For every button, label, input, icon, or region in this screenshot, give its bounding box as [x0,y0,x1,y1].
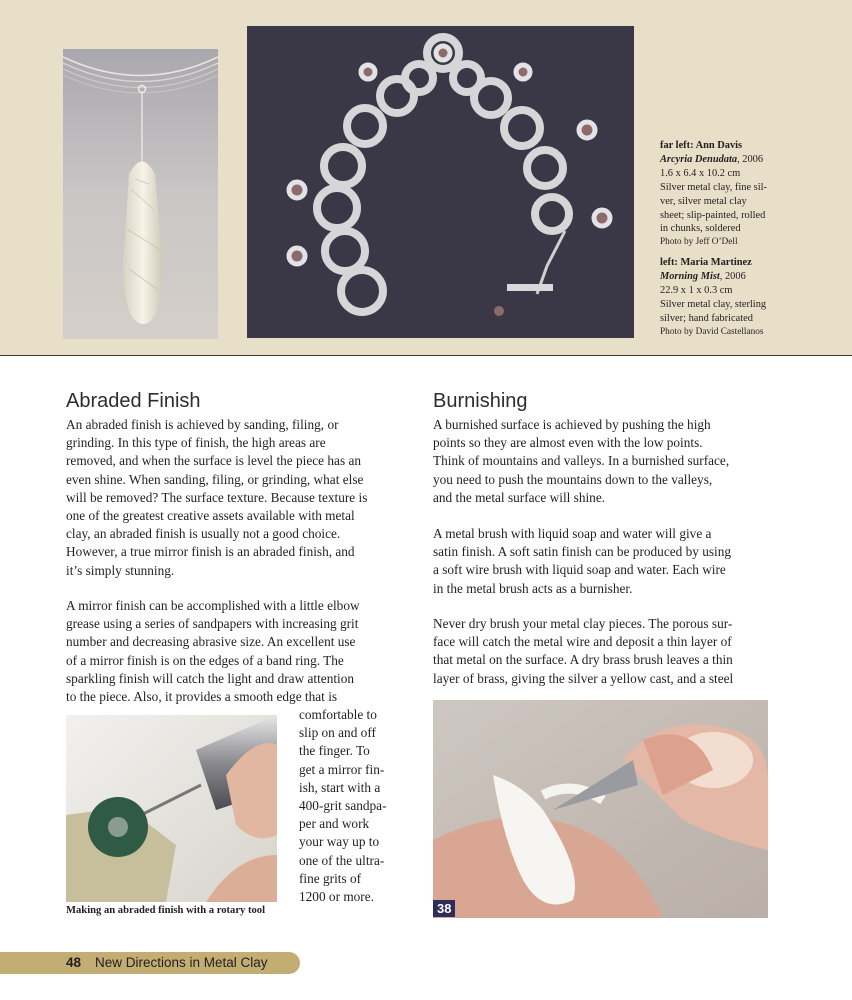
figure-number-badge: 38 [433,900,455,917]
caption-credit-1: Photo by Jeff O’Dell [660,237,738,248]
caption-artist-1: far left: Ann Davis [660,140,743,151]
caption-materials-1: sheet; slip-painted, rolled [660,209,766,221]
caption-credit-2: Photo by David Castellanos [660,326,764,337]
caption-materials-1: in chunks, soldered [660,223,741,235]
section-heading-burnishing: Burnishing [433,390,528,412]
caption-dims-1: 1.6 x 6.4 x 10.2 cm [660,167,741,179]
caption-materials-1: Silver metal clay, fine sil- [660,181,767,193]
bracelet-photo [247,26,634,338]
caption-title-2: Morning Mist, 2006 [660,271,746,283]
running-footer-title: New Directions in Metal Clay [95,955,268,970]
pendant-photo [63,49,218,339]
abraded-paragraph-2: A mirror finish can be accomplished with a little elbow grease using a series of sandpapers with increasing grit number and decreasing abrasive size. An excellent use of a mirror finish is on the edges of a band ring. The sparkling finish will catch the light and draw attention to the piece. Also, it provides a smooth edge that is [66,598,360,705]
abraded-paragraph-1: An abraded finish is achieved by sanding, filing, or grinding. In this type of finish, the high areas are removed, and when the surface is level the piece has an even shine. When sanding, filing, or grinding, what else will be removed? The surface texture. Because texture is one of the greatest creative assets available with metal clay, an abraded finish is usually not a good choice. However, a true mirror finish is an abraded finish, and it’s simply stunning. [66,417,368,578]
figure-caption-rotary: Making an abraded finish with a rotary tool [66,905,266,916]
caption-materials-1: ver, silver metal clay [660,195,747,207]
photo-credits [660,139,850,340]
burnishing-paragraph-3: Never dry brush your metal clay pieces. The porous sur- face will catch the metal wire and deposit a thin layer of that metal on the surface. A dry brass brush leaves a thin layer of brass, giving the silver a yellow cast, and a steel [433,616,734,686]
caption-artist-2: left: Maria Martinez [660,257,752,269]
burnishing-paragraph-1: A burnished surface is achieved by pushing the high points so they are almost even with the low points. Think of mountains and valleys. In a burnished surface, you need to push the mountains down to the valleys, and the metal surface will shine. [433,417,730,505]
page-number: 48 [66,955,82,970]
caption-title-1: Arcyria Denudata, 2006 [660,153,764,165]
abraded-paragraph-2-continued: comfortable to slip on and off the finger. To get a mirror fin- ish, start with a 400-grit sandpa- per and work your way up to one of the ultra- fine grits of 1200 or more. [299,707,387,905]
burnishing-paragraph-2: A metal brush with liquid soap and water will give a satin finish. A soft satin finish can be produced by using a soft wire brush with liquid soap and water. Each wire in the metal brush acts as a burnisher. [433,526,732,596]
section-heading-abraded: Abraded Finish [66,390,201,412]
burnishing-photo [433,700,768,918]
caption-materials-2: silver; hand fabricated [660,312,753,324]
caption-dims-2: 22.9 x 1 x 0.3 cm [660,285,733,297]
rotary-tool-photo [66,715,277,902]
caption-materials-2: Silver metal clay, sterling [660,298,767,310]
